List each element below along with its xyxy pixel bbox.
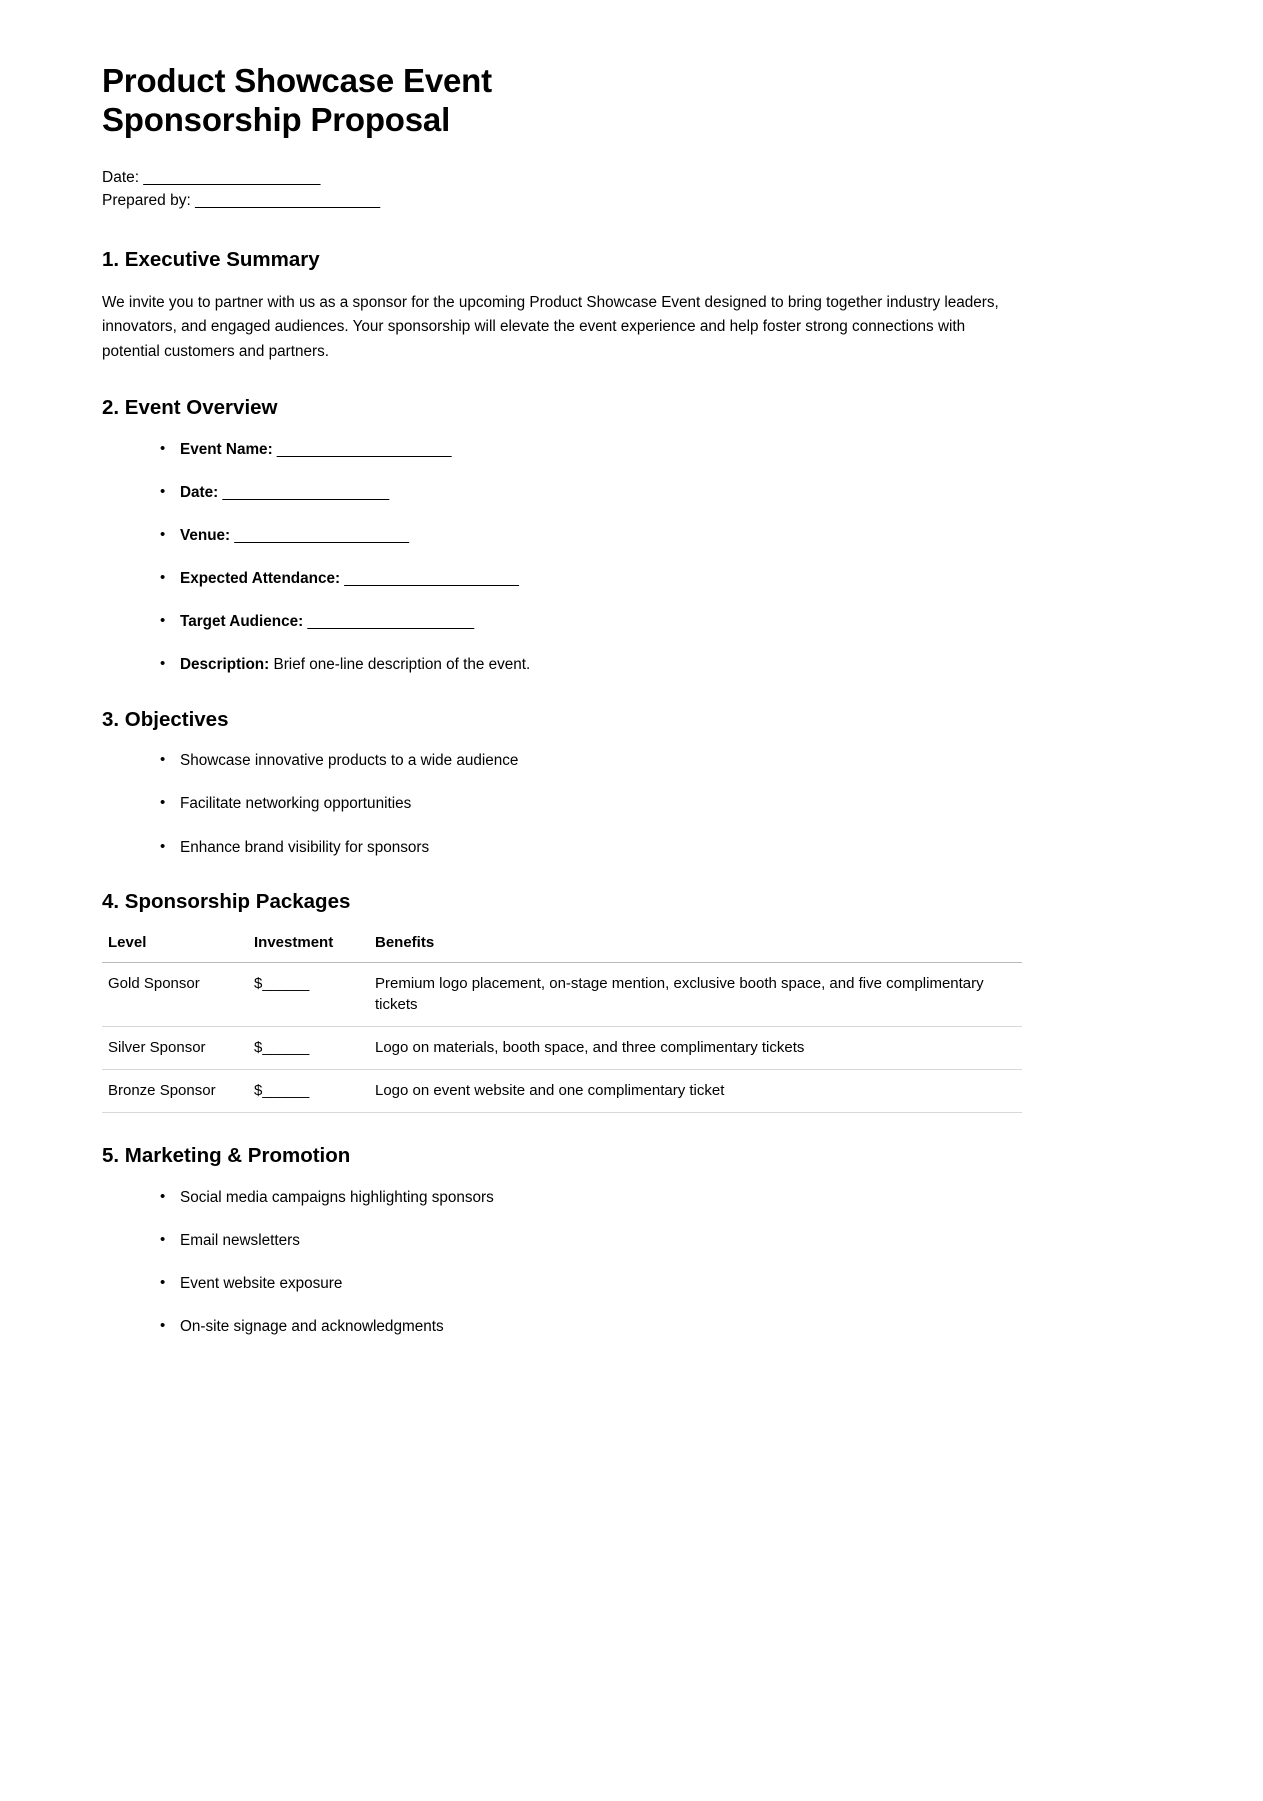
event-overview-label: Date: [180,483,219,501]
objectives-list [102,750,1120,859]
cell-benefits: Premium logo placement, on-stage mention, exclusive booth space, and five complimentary tickets [369,963,1022,1027]
table-header-row [102,932,1022,963]
list-item [160,611,1120,633]
event-overview-label: Target Audience: [180,613,304,631]
sponsorship-packages-table [102,932,1022,1113]
column-header-investment: Investment [248,932,369,963]
event-overview-label: Venue: [180,526,231,544]
event-overview-value[interactable]: ______________________ [344,570,519,588]
cell-benefits: Logo on event website and one complimentary ticket [369,1070,1022,1113]
list-item [160,439,1120,461]
section-marketing-promotion [102,1143,1120,1338]
event-overview-value[interactable]: _____________________ [222,483,389,501]
column-header-benefits: Benefits [369,932,1022,963]
event-overview-value[interactable]: ______________________ [234,526,409,544]
currency-symbol: $ [254,1038,263,1056]
heading-marketing-promotion: 5. Marketing & Promotion [102,1144,351,1168]
cell-investment [248,1026,369,1069]
page-title: Product Showcase Event Sponsorship Proposal [102,62,492,138]
list-item: • On-site signage and acknowledgments [160,1316,1120,1338]
section-executive-summary [102,247,1120,365]
cell-level: Bronze Sponsor [102,1070,248,1113]
cell-investment [248,1070,369,1113]
event-overview-value[interactable]: ______________________ [276,440,451,458]
meta-prepared-by-label: Prepared by: [102,192,191,210]
heading-sponsorship-packages: 4. Sponsorship Packages [102,889,351,913]
list-item [160,525,1120,547]
table-row [102,963,1022,1027]
event-overview-label: Description: [180,656,270,674]
meta-date-fill[interactable]: ______________________ [143,168,320,186]
currency-symbol: $ [254,975,263,993]
list-item: • Social media campaigns highlighting sponsors [160,1187,1120,1209]
executive-summary-paragraph: We invite you to partner with us as a sponsor for the upcoming Product Showcase Event designed to bring together industry leaders, innovators, and engaged audiences. Your sponsorship will elevate the event experience and help foster strong connections with potential customers and partners. [102,293,999,361]
currency-symbol: $ [254,1082,263,1100]
event-overview-list [102,439,1120,677]
cell-investment [248,963,369,1027]
heading-event-overview: 2. Event Overview [102,395,278,419]
list-item: • Email newsletters [160,1230,1120,1252]
list-item: • Enhance brand visibility for sponsors [160,837,1120,859]
investment-fill[interactable]: ______ [262,1082,309,1100]
table-header [102,932,1022,963]
section-objectives [102,707,1120,859]
list-item [160,568,1120,590]
list-item [160,654,1120,676]
list-item: • Event website exposure [160,1273,1120,1295]
meta-date-line [102,166,1120,190]
list-item: • Facilitate networking opportunities [160,793,1120,815]
investment-fill[interactable]: ______ [262,1038,309,1056]
cell-level: Gold Sponsor [102,963,248,1027]
event-overview-label: Event Name: [180,440,273,458]
section-sponsorship-packages [102,889,1120,1114]
list-item [160,482,1120,504]
cell-benefits: Logo on materials, booth space, and three complimentary tickets [369,1026,1022,1069]
meta-prepared-by-line [102,189,1120,213]
meta-date-label: Date: [102,168,140,186]
event-overview-value: Brief one-line description of the event. [273,656,531,674]
heading-executive-summary: 1. Executive Summary [102,247,320,271]
cell-level: Silver Sponsor [102,1026,248,1069]
investment-fill[interactable]: ______ [262,975,309,993]
section-event-overview [102,395,1120,677]
event-overview-value[interactable]: _____________________ [307,613,474,631]
column-header-level: Level [102,932,248,963]
event-overview-label: Expected Attendance: [180,570,341,588]
marketing-promotion-list [102,1187,1120,1339]
list-item: • Showcase innovative products to a wide audience [160,750,1120,772]
table-row [102,1026,1022,1069]
table-row [102,1070,1022,1113]
meta-prepared-by-fill[interactable]: _______________________ [195,192,380,210]
document-meta [102,166,1120,213]
heading-objectives: 3. Objectives [102,707,229,731]
table-body [102,963,1022,1113]
